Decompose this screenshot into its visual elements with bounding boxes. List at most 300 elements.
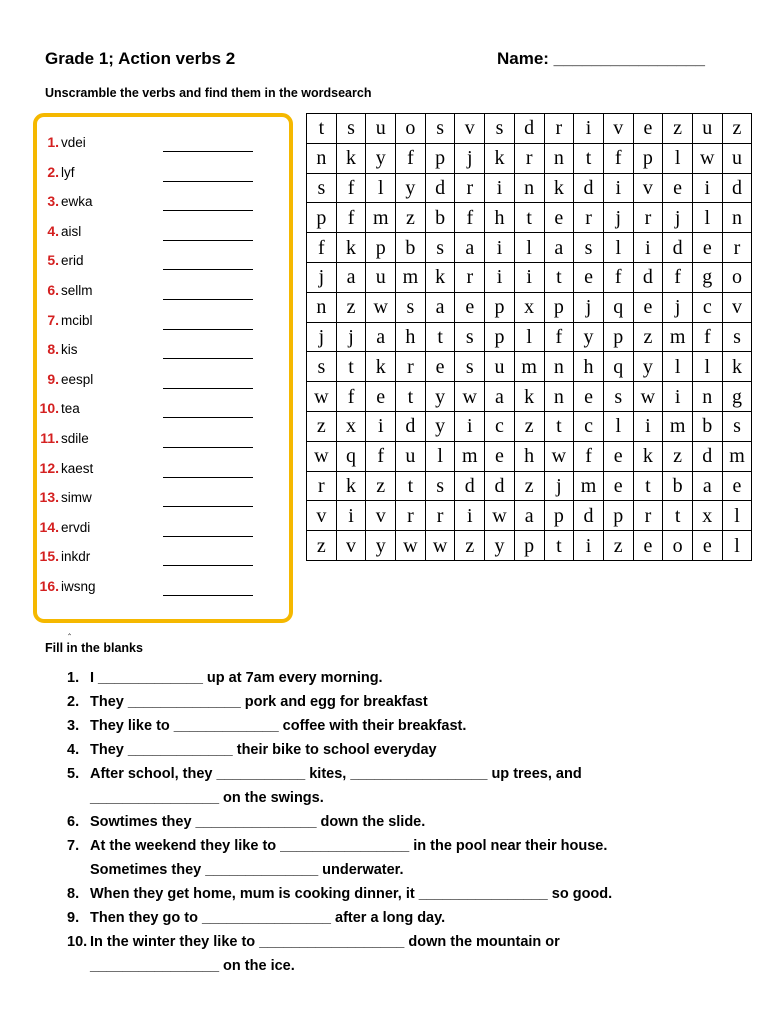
- grid-cell[interactable]: p: [544, 501, 574, 531]
- answer-line[interactable]: [163, 210, 253, 211]
- grid-cell[interactable]: h: [574, 352, 604, 382]
- grid-cell[interactable]: k: [722, 352, 752, 382]
- grid-cell[interactable]: d: [574, 501, 604, 531]
- unscramble-item: [37, 312, 257, 336]
- grid-cell[interactable]: i: [455, 501, 485, 531]
- grid-cell[interactable]: v: [336, 531, 366, 561]
- grid-cell[interactable]: w: [396, 531, 426, 561]
- grid-cell[interactable]: k: [514, 382, 544, 412]
- grid-row: [307, 233, 752, 263]
- sentence-number: 7.: [67, 838, 80, 854]
- grid-cell[interactable]: t: [307, 114, 337, 144]
- grid-cell[interactable]: a: [692, 471, 722, 501]
- answer-line[interactable]: [163, 269, 253, 270]
- scrambled-word: eespl: [61, 371, 94, 387]
- answer-line[interactable]: [163, 151, 253, 152]
- grid-cell[interactable]: v: [722, 292, 752, 322]
- grid-cell[interactable]: k: [425, 262, 455, 292]
- grid-cell[interactable]: c: [692, 292, 722, 322]
- grid-cell[interactable]: l: [722, 531, 752, 561]
- stray-mark: ‸: [68, 625, 72, 635]
- grid-cell[interactable]: s: [307, 173, 337, 203]
- grid-cell[interactable]: y: [574, 322, 604, 352]
- grid-row: [307, 262, 752, 292]
- grid-cell[interactable]: p: [485, 322, 515, 352]
- grid-cell[interactable]: n: [514, 173, 544, 203]
- grid-cell[interactable]: z: [663, 441, 693, 471]
- grid-cell[interactable]: p: [633, 143, 663, 173]
- grid-cell[interactable]: y: [366, 531, 396, 561]
- grid-cell[interactable]: y: [396, 173, 426, 203]
- unscramble-item: [37, 519, 257, 543]
- grid-cell[interactable]: o: [663, 531, 693, 561]
- grid-cell[interactable]: i: [574, 114, 604, 144]
- grid-cell[interactable]: m: [396, 262, 426, 292]
- grid-cell[interactable]: d: [574, 173, 604, 203]
- grid-cell[interactable]: k: [366, 352, 396, 382]
- grid-cell[interactable]: u: [692, 114, 722, 144]
- grid-cell[interactable]: l: [366, 173, 396, 203]
- grid-cell[interactable]: y: [485, 531, 515, 561]
- grid-cell[interactable]: j: [544, 471, 574, 501]
- grid-cell[interactable]: r: [396, 501, 426, 531]
- unscramble-item: [37, 460, 257, 484]
- grid-cell[interactable]: r: [544, 114, 574, 144]
- grid-cell[interactable]: f: [692, 322, 722, 352]
- grid-cell[interactable]: k: [336, 471, 366, 501]
- grid-cell[interactable]: m: [574, 471, 604, 501]
- grid-cell[interactable]: z: [603, 531, 633, 561]
- grid-cell[interactable]: d: [722, 173, 752, 203]
- grid-cell[interactable]: l: [663, 143, 693, 173]
- wordsearch-grid: [306, 113, 752, 561]
- grid-cell[interactable]: u: [396, 441, 426, 471]
- grid-cell[interactable]: i: [633, 233, 663, 263]
- grid-cell[interactable]: u: [485, 352, 515, 382]
- grid-cell[interactable]: k: [485, 143, 515, 173]
- answer-line[interactable]: [163, 181, 253, 182]
- grid-cell[interactable]: s: [603, 382, 633, 412]
- grid-cell[interactable]: q: [603, 292, 633, 322]
- grid-cell[interactable]: t: [633, 471, 663, 501]
- answer-line[interactable]: [163, 329, 253, 330]
- grid-cell[interactable]: w: [485, 501, 515, 531]
- grid-cell[interactable]: d: [514, 114, 544, 144]
- unscramble-item: [37, 164, 257, 188]
- answer-line[interactable]: [163, 417, 253, 418]
- grid-cell[interactable]: f: [307, 233, 337, 263]
- grid-cell[interactable]: i: [574, 531, 604, 561]
- grid-cell[interactable]: f: [455, 203, 485, 233]
- grid-row: [307, 203, 752, 233]
- grid-cell[interactable]: m: [455, 441, 485, 471]
- unscramble-item: [37, 400, 257, 424]
- grid-cell[interactable]: z: [366, 471, 396, 501]
- answer-line[interactable]: [163, 240, 253, 241]
- item-number: 13.: [39, 489, 59, 506]
- grid-cell[interactable]: y: [425, 382, 455, 412]
- grid-cell[interactable]: t: [574, 143, 604, 173]
- sentence-number: 3.: [67, 718, 80, 734]
- grid-cell[interactable]: t: [544, 411, 574, 441]
- grid-cell[interactable]: e: [633, 292, 663, 322]
- grid-cell[interactable]: j: [336, 322, 366, 352]
- grid-row: [307, 441, 752, 471]
- item-number: 10.: [39, 400, 59, 417]
- grid-cell[interactable]: u: [366, 262, 396, 292]
- grid-cell[interactable]: f: [336, 382, 366, 412]
- grid-cell[interactable]: p: [514, 531, 544, 561]
- unscramble-item: [37, 341, 257, 365]
- grid-cell[interactable]: z: [396, 203, 426, 233]
- sentence-number: 1.: [67, 670, 80, 686]
- grid-cell[interactable]: a: [336, 262, 366, 292]
- grid-cell[interactable]: z: [307, 411, 337, 441]
- grid-cell[interactable]: i: [336, 501, 366, 531]
- grid-cell[interactable]: e: [603, 441, 633, 471]
- grid-cell[interactable]: f: [574, 441, 604, 471]
- grid-cell[interactable]: n: [307, 292, 337, 322]
- fill-blanks-heading: Fill in the blanks: [45, 641, 143, 655]
- grid-cell[interactable]: j: [663, 292, 693, 322]
- grid-cell[interactable]: k: [336, 143, 366, 173]
- grid-cell[interactable]: d: [633, 262, 663, 292]
- grid-cell[interactable]: s: [455, 352, 485, 382]
- answer-line[interactable]: [163, 447, 253, 448]
- item-number: 8.: [47, 341, 59, 358]
- grid-cell[interactable]: s: [396, 292, 426, 322]
- grid-cell[interactable]: n: [692, 382, 722, 412]
- grid-cell[interactable]: o: [396, 114, 426, 144]
- grid-cell[interactable]: f: [603, 143, 633, 173]
- grid-cell[interactable]: i: [603, 173, 633, 203]
- grid-cell[interactable]: b: [425, 203, 455, 233]
- grid-cell[interactable]: g: [722, 382, 752, 412]
- grid-cell[interactable]: w: [366, 292, 396, 322]
- answer-line[interactable]: [163, 477, 253, 478]
- grid-cell[interactable]: b: [692, 411, 722, 441]
- grid-cell[interactable]: d: [692, 441, 722, 471]
- grid-cell[interactable]: e: [603, 471, 633, 501]
- sentence-text: Sowtimes they _______________ down the slide.: [90, 814, 426, 830]
- sentence-text: They ______________ pork and egg for breakfast: [90, 694, 428, 710]
- grid-cell[interactable]: v: [455, 114, 485, 144]
- grid-cell[interactable]: p: [603, 501, 633, 531]
- grid-cell[interactable]: z: [336, 292, 366, 322]
- sentence-text: After school, they ___________ kites, _________________ up trees, and: [90, 766, 582, 782]
- grid-row: [307, 501, 752, 531]
- grid-cell[interactable]: f: [603, 262, 633, 292]
- grid-cell[interactable]: t: [663, 501, 693, 531]
- grid-cell[interactable]: m: [514, 352, 544, 382]
- grid-cell[interactable]: m: [722, 441, 752, 471]
- grid-cell[interactable]: n: [307, 143, 337, 173]
- grid-cell[interactable]: v: [633, 173, 663, 203]
- sentence-number: 4.: [67, 742, 80, 758]
- grid-cell[interactable]: i: [485, 173, 515, 203]
- grid-cell[interactable]: s: [722, 411, 752, 441]
- grid-cell[interactable]: m: [366, 203, 396, 233]
- grid-cell[interactable]: d: [455, 471, 485, 501]
- grid-cell[interactable]: n: [722, 203, 752, 233]
- sentence-number: 10.: [67, 934, 88, 950]
- grid-cell[interactable]: l: [514, 322, 544, 352]
- grid-cell[interactable]: r: [307, 471, 337, 501]
- grid-cell[interactable]: w: [633, 382, 663, 412]
- grid-cell[interactable]: s: [425, 233, 455, 263]
- grid-cell[interactable]: l: [514, 233, 544, 263]
- grid-cell[interactable]: e: [722, 471, 752, 501]
- grid-cell[interactable]: z: [663, 114, 693, 144]
- grid-cell[interactable]: o: [722, 262, 752, 292]
- grid-row: [307, 322, 752, 352]
- unscramble-item: [37, 371, 257, 395]
- sentence-number: 9.: [67, 910, 80, 926]
- grid-row: [307, 471, 752, 501]
- grid-cell[interactable]: i: [366, 411, 396, 441]
- grid-cell[interactable]: p: [485, 292, 515, 322]
- grid-cell[interactable]: i: [485, 233, 515, 263]
- grid-cell[interactable]: f: [366, 441, 396, 471]
- grid-cell[interactable]: z: [722, 114, 752, 144]
- grid-cell[interactable]: p: [425, 143, 455, 173]
- grid-cell[interactable]: m: [663, 411, 693, 441]
- grid-cell[interactable]: s: [574, 233, 604, 263]
- item-number: 14.: [39, 518, 59, 535]
- grid-cell[interactable]: f: [336, 203, 366, 233]
- grid-cell[interactable]: m: [663, 322, 693, 352]
- grid-cell[interactable]: r: [455, 173, 485, 203]
- grid-cell[interactable]: w: [307, 382, 337, 412]
- grid-cell[interactable]: j: [663, 203, 693, 233]
- sentence-item: [67, 838, 607, 854]
- grid-cell[interactable]: w: [307, 441, 337, 471]
- item-number: 16.: [39, 578, 59, 594]
- grid-cell[interactable]: e: [574, 382, 604, 412]
- sentence-text: Then they go to ________________ after a long day.: [90, 910, 446, 926]
- grid-cell[interactable]: j: [455, 143, 485, 173]
- grid-cell[interactable]: e: [485, 441, 515, 471]
- sentence-item: [67, 742, 437, 758]
- unscramble-item: [37, 430, 257, 454]
- grid-cell[interactable]: z: [514, 411, 544, 441]
- grid-cell[interactable]: a: [366, 322, 396, 352]
- grid-cell[interactable]: e: [574, 262, 604, 292]
- grid-cell[interactable]: f: [544, 322, 574, 352]
- grid-cell[interactable]: b: [663, 471, 693, 501]
- grid-cell[interactable]: p: [544, 292, 574, 322]
- scrambled-word: mcibl: [61, 312, 93, 328]
- grid-cell[interactable]: r: [633, 501, 663, 531]
- grid-cell[interactable]: t: [396, 471, 426, 501]
- grid-cell[interactable]: k: [544, 173, 574, 203]
- grid-cell[interactable]: z: [307, 531, 337, 561]
- grid-cell[interactable]: s: [485, 114, 515, 144]
- grid-cell[interactable]: s: [722, 322, 752, 352]
- sentence-continuation: ________________ on the ice.: [90, 958, 295, 974]
- grid-cell[interactable]: e: [692, 531, 722, 561]
- grid-cell[interactable]: n: [544, 143, 574, 173]
- grid-cell[interactable]: r: [425, 501, 455, 531]
- grid-cell[interactable]: c: [485, 411, 515, 441]
- sentence-text: When they get home, mum is cooking dinner, it ________________ so good.: [90, 886, 613, 902]
- grid-cell[interactable]: r: [633, 203, 663, 233]
- grid-cell[interactable]: r: [396, 352, 426, 382]
- grid-cell[interactable]: e: [425, 352, 455, 382]
- grid-cell[interactable]: e: [366, 382, 396, 412]
- grid-cell[interactable]: i: [663, 382, 693, 412]
- answer-line[interactable]: [163, 565, 253, 566]
- item-number: 12.: [39, 459, 59, 476]
- scrambled-word: ewka: [61, 194, 93, 210]
- grid-cell[interactable]: u: [366, 114, 396, 144]
- sentence-text: They _____________ their bike to school everyday: [90, 742, 437, 758]
- grid-cell[interactable]: e: [663, 173, 693, 203]
- scrambled-word: sellm: [61, 283, 93, 298]
- grid-cell[interactable]: u: [722, 143, 752, 173]
- grid-cell[interactable]: z: [455, 531, 485, 561]
- grid-cell[interactable]: z: [633, 322, 663, 352]
- grid-cell[interactable]: t: [336, 352, 366, 382]
- grid-cell[interactable]: b: [396, 233, 426, 263]
- item-number: 7.: [47, 311, 59, 328]
- grid-cell[interactable]: k: [336, 233, 366, 263]
- sentence-item: [67, 814, 425, 830]
- grid-cell[interactable]: j: [574, 292, 604, 322]
- grid-cell[interactable]: l: [722, 501, 752, 531]
- grid-cell[interactable]: a: [455, 233, 485, 263]
- grid-cell[interactable]: v: [307, 501, 337, 531]
- grid-cell[interactable]: e: [455, 292, 485, 322]
- grid-cell[interactable]: a: [485, 382, 515, 412]
- item-number: 4.: [47, 222, 59, 239]
- grid-cell[interactable]: q: [336, 441, 366, 471]
- grid-cell[interactable]: i: [633, 411, 663, 441]
- grid-cell[interactable]: i: [485, 262, 515, 292]
- grid-cell[interactable]: f: [336, 173, 366, 203]
- grid-cell[interactable]: y: [425, 411, 455, 441]
- answer-line[interactable]: [163, 388, 253, 389]
- grid-cell[interactable]: y: [366, 143, 396, 173]
- grid-cell[interactable]: l: [425, 441, 455, 471]
- grid-cell[interactable]: w: [544, 441, 574, 471]
- grid-cell[interactable]: a: [544, 233, 574, 263]
- grid-row: [307, 143, 752, 173]
- grid-cell[interactable]: e: [544, 203, 574, 233]
- scrambled-word: tea: [61, 401, 80, 417]
- grid-cell[interactable]: g: [692, 262, 722, 292]
- grid-cell[interactable]: t: [544, 262, 574, 292]
- item-number: 2.: [47, 163, 59, 180]
- grid-cell[interactable]: s: [336, 114, 366, 144]
- answer-line[interactable]: [163, 595, 253, 596]
- instruction-text: Unscramble the verbs and find them in the wordsearch: [45, 86, 372, 100]
- grid-cell[interactable]: f: [663, 262, 693, 292]
- unscramble-box: [33, 113, 293, 623]
- answer-line[interactable]: [163, 299, 253, 300]
- grid-cell[interactable]: r: [574, 203, 604, 233]
- grid-cell[interactable]: l: [603, 411, 633, 441]
- grid-cell[interactable]: l: [692, 352, 722, 382]
- grid-cell[interactable]: e: [692, 233, 722, 263]
- item-number: 9.: [47, 370, 59, 387]
- grid-cell[interactable]: x: [514, 292, 544, 322]
- grid-cell[interactable]: p: [307, 203, 337, 233]
- grid-cell[interactable]: s: [307, 352, 337, 382]
- grid-cell[interactable]: j: [307, 322, 337, 352]
- grid-cell[interactable]: l: [603, 233, 633, 263]
- grid-cell[interactable]: s: [425, 471, 455, 501]
- answer-line[interactable]: [163, 358, 253, 359]
- answer-line[interactable]: [163, 536, 253, 537]
- sentence-item: [67, 670, 383, 686]
- grid-cell[interactable]: e: [633, 114, 663, 144]
- grid-cell[interactable]: q: [603, 352, 633, 382]
- grid-cell[interactable]: n: [544, 382, 574, 412]
- grid-cell[interactable]: v: [366, 501, 396, 531]
- grid-cell[interactable]: w: [425, 531, 455, 561]
- grid-cell[interactable]: j: [603, 203, 633, 233]
- sentence-continuation: ________________ on the swings.: [90, 790, 324, 806]
- grid-cell[interactable]: a: [514, 501, 544, 531]
- grid-cell[interactable]: w: [692, 143, 722, 173]
- grid-cell[interactable]: d: [396, 411, 426, 441]
- grid-cell[interactable]: d: [425, 173, 455, 203]
- grid-cell[interactable]: t: [544, 531, 574, 561]
- grid-cell[interactable]: s: [455, 322, 485, 352]
- scrambled-word: simw: [61, 490, 92, 506]
- grid-cell[interactable]: r: [514, 143, 544, 173]
- grid-cell[interactable]: i: [692, 173, 722, 203]
- grid-cell[interactable]: x: [336, 411, 366, 441]
- grid-cell[interactable]: x: [692, 501, 722, 531]
- grid-cell[interactable]: w: [455, 382, 485, 412]
- grid-cell[interactable]: t: [514, 203, 544, 233]
- answer-line[interactable]: [163, 506, 253, 507]
- grid-cell[interactable]: l: [663, 352, 693, 382]
- sentence-number: 8.: [67, 886, 80, 902]
- grid-cell[interactable]: f: [396, 143, 426, 173]
- grid-cell[interactable]: h: [514, 441, 544, 471]
- grid-cell[interactable]: v: [603, 114, 633, 144]
- sentence-item: [67, 694, 428, 710]
- grid-cell[interactable]: y: [633, 352, 663, 382]
- grid-cell[interactable]: l: [692, 203, 722, 233]
- grid-cell[interactable]: p: [366, 233, 396, 263]
- grid-cell[interactable]: p: [603, 322, 633, 352]
- grid-cell[interactable]: t: [425, 322, 455, 352]
- item-number: 11.: [40, 430, 59, 446]
- grid-cell[interactable]: d: [485, 471, 515, 501]
- grid-cell[interactable]: h: [485, 203, 515, 233]
- grid-cell[interactable]: a: [425, 292, 455, 322]
- grid-cell[interactable]: j: [307, 262, 337, 292]
- grid-cell[interactable]: s: [425, 114, 455, 144]
- grid-cell[interactable]: c: [574, 411, 604, 441]
- grid-cell[interactable]: r: [455, 262, 485, 292]
- sentence-text: At the weekend they like to ________________ in the pool near their house.: [90, 838, 608, 854]
- grid-cell[interactable]: z: [514, 471, 544, 501]
- grid-cell[interactable]: n: [544, 352, 574, 382]
- grid-cell[interactable]: d: [663, 233, 693, 263]
- grid-cell[interactable]: i: [514, 262, 544, 292]
- grid-cell[interactable]: i: [455, 411, 485, 441]
- grid-cell[interactable]: h: [396, 322, 426, 352]
- grid-cell[interactable]: t: [396, 382, 426, 412]
- grid-cell[interactable]: e: [633, 531, 663, 561]
- grid-cell[interactable]: r: [722, 233, 752, 263]
- grid-cell[interactable]: k: [633, 441, 663, 471]
